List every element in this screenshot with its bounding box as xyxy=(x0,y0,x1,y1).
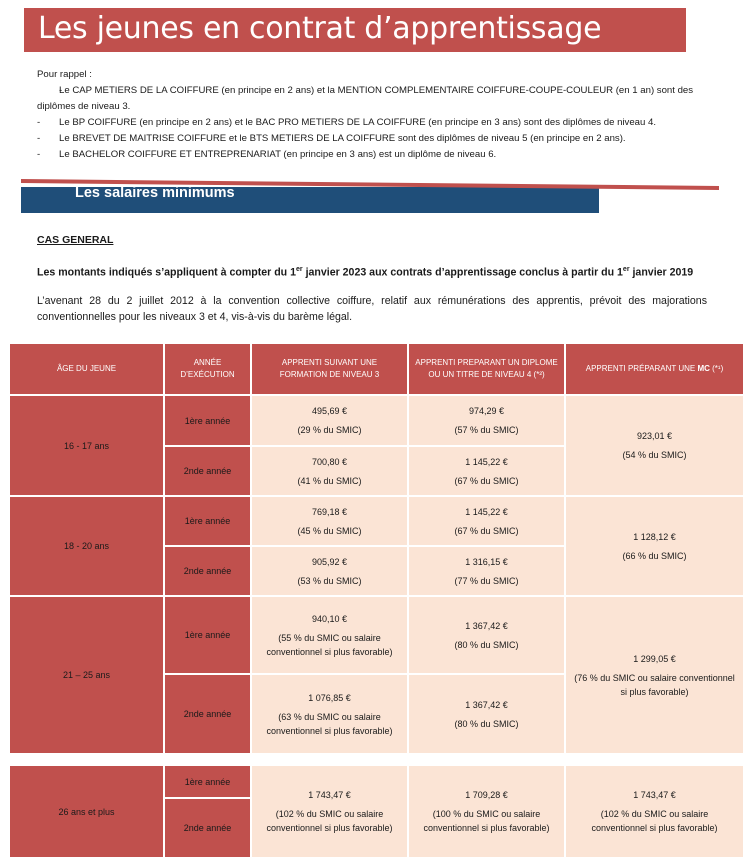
year-cell: 2nde année xyxy=(165,675,250,753)
niveau4-value: 974,29 € (57 % du SMIC) xyxy=(409,396,564,445)
niveau4-value: 1 145,22 € (67 % du SMIC) xyxy=(409,497,564,545)
diploma-list xyxy=(37,83,717,163)
year-cell: 1ère année xyxy=(165,396,250,445)
age-cell: 21 – 25 ans xyxy=(10,597,163,753)
niveau3-value: 495,69 € (29 % du SMIC) xyxy=(252,396,407,445)
section-banner xyxy=(21,179,719,213)
mc-value: 923,01 € (54 % du SMIC) xyxy=(566,396,743,495)
niveau4-value: 1 316,15 € (77 % du SMIC) xyxy=(409,547,564,595)
niveau3-value: 700,80 € (41 % du SMIC) xyxy=(252,447,407,495)
dates-paragraph: Les montants indiqués s’appliquent à compter du 1er janvier 2023 aux contrats d’apprentissage conclus à partir du 1er janvier 2019 xyxy=(37,266,694,279)
mc-value: 1 128,12 € (66 % du SMIC) xyxy=(566,497,743,595)
salary-table-26-plus xyxy=(10,766,743,857)
niveau4-value: 1 367,42 € (80 % du SMIC) xyxy=(409,597,564,673)
year-cell: 2nde année xyxy=(165,547,250,595)
intro-lead: Pour rappel : xyxy=(37,69,92,80)
niveau3-value: 940,10 € (55 % du SMIC ou salaire conventionnel si plus favorable) xyxy=(252,597,407,673)
list-item: - Le BP COIFFURE (en principe en 2 ans) et le BAC PRO METIERS DE LA COIFFURE (en principe en 3 ans) sont des diplômes de niveau 4. xyxy=(37,115,717,131)
age-cell: 26 ans et plus xyxy=(10,766,163,857)
list-item: - Le CAP METIERS DE LA COIFFURE (en principe en 2 ans) et la MENTION COMPLEMENTAIRE COIFFURE-COUPE-COULEUR (en 1 an) sont des diplômes de niveau 3. xyxy=(37,83,717,115)
year-cell: 2nde année xyxy=(165,447,250,495)
header-niveau3: APPRENTI SUIVANT UNE FORMATION DE NIVEAU 3 xyxy=(252,344,407,394)
title-banner xyxy=(24,8,686,52)
year-cell: 1ère année xyxy=(165,497,250,545)
niveau4-value: 1 709,28 € (100 % du SMIC ou salaire conventionnel si plus favorable) xyxy=(409,766,564,857)
intro-block xyxy=(37,67,717,163)
year-cell: 2nde année xyxy=(165,799,250,857)
mc-value: 1 299,05 € (76 % du SMIC ou salaire conventionnel si plus favorable) xyxy=(566,597,743,753)
niveau3-value: 1 076,85 € (63 % du SMIC ou salaire conventionnel si plus favorable) xyxy=(252,675,407,753)
header-mc: APPRENTI PRÉPARANT UNE MC (*¹) xyxy=(566,344,743,394)
header-year: ANNÉE D’EXÉCUTION xyxy=(165,344,250,394)
year-cell: 1ère année xyxy=(165,766,250,797)
niveau3-value: 905,92 € (53 % du SMIC) xyxy=(252,547,407,595)
cas-general-heading: CAS GENERAL xyxy=(37,234,114,246)
niveau4-value: 1 145,22 € (67 % du SMIC) xyxy=(409,447,564,495)
niveau4-value: 1 367,42 € (80 % du SMIC) xyxy=(409,675,564,753)
avenant-paragraph: L’avenant 28 du 2 juillet 2012 à la convention collective coiffure, relatif aux rémunérations des apprentis, prévoit des majorations conventionnelles pour les niveaux 3 et 4, vis-à-vis du barème légal. xyxy=(37,295,707,323)
salary-table xyxy=(10,344,743,753)
year-cell: 1ère année xyxy=(165,597,250,673)
header-age: ÂGE DU JEUNE xyxy=(10,344,163,394)
age-cell: 16 - 17 ans xyxy=(10,396,163,495)
header-niveau4: APPRENTI PREPARANT UN DIPLOME OU UN TITRE DE NIVEAU 4 (*²) xyxy=(409,344,564,394)
section-title: Les salaires minimums xyxy=(75,185,235,201)
mc-value: 1 743,47 € (102 % du SMIC ou salaire conventionnel si plus favorable) xyxy=(566,766,743,857)
niveau3-value: 1 743,47 € (102 % du SMIC ou salaire conventionnel si plus favorable) xyxy=(252,766,407,857)
list-item: - Le BACHELOR COIFFURE ET ENTREPRENARIAT (en principe en 3 ans) est un diplôme de niveau 6. xyxy=(37,147,717,163)
page-title: Les jeunes en contrat d’apprentissage xyxy=(38,11,602,46)
list-item: - Le BREVET DE MAITRISE COIFFURE et le BTS METIERS DE LA COIFFURE sont des diplômes de niveau 5 (en principe en 2 ans). xyxy=(37,131,717,147)
age-cell: 18 - 20 ans xyxy=(10,497,163,595)
niveau3-value: 769,18 € (45 % du SMIC) xyxy=(252,497,407,545)
